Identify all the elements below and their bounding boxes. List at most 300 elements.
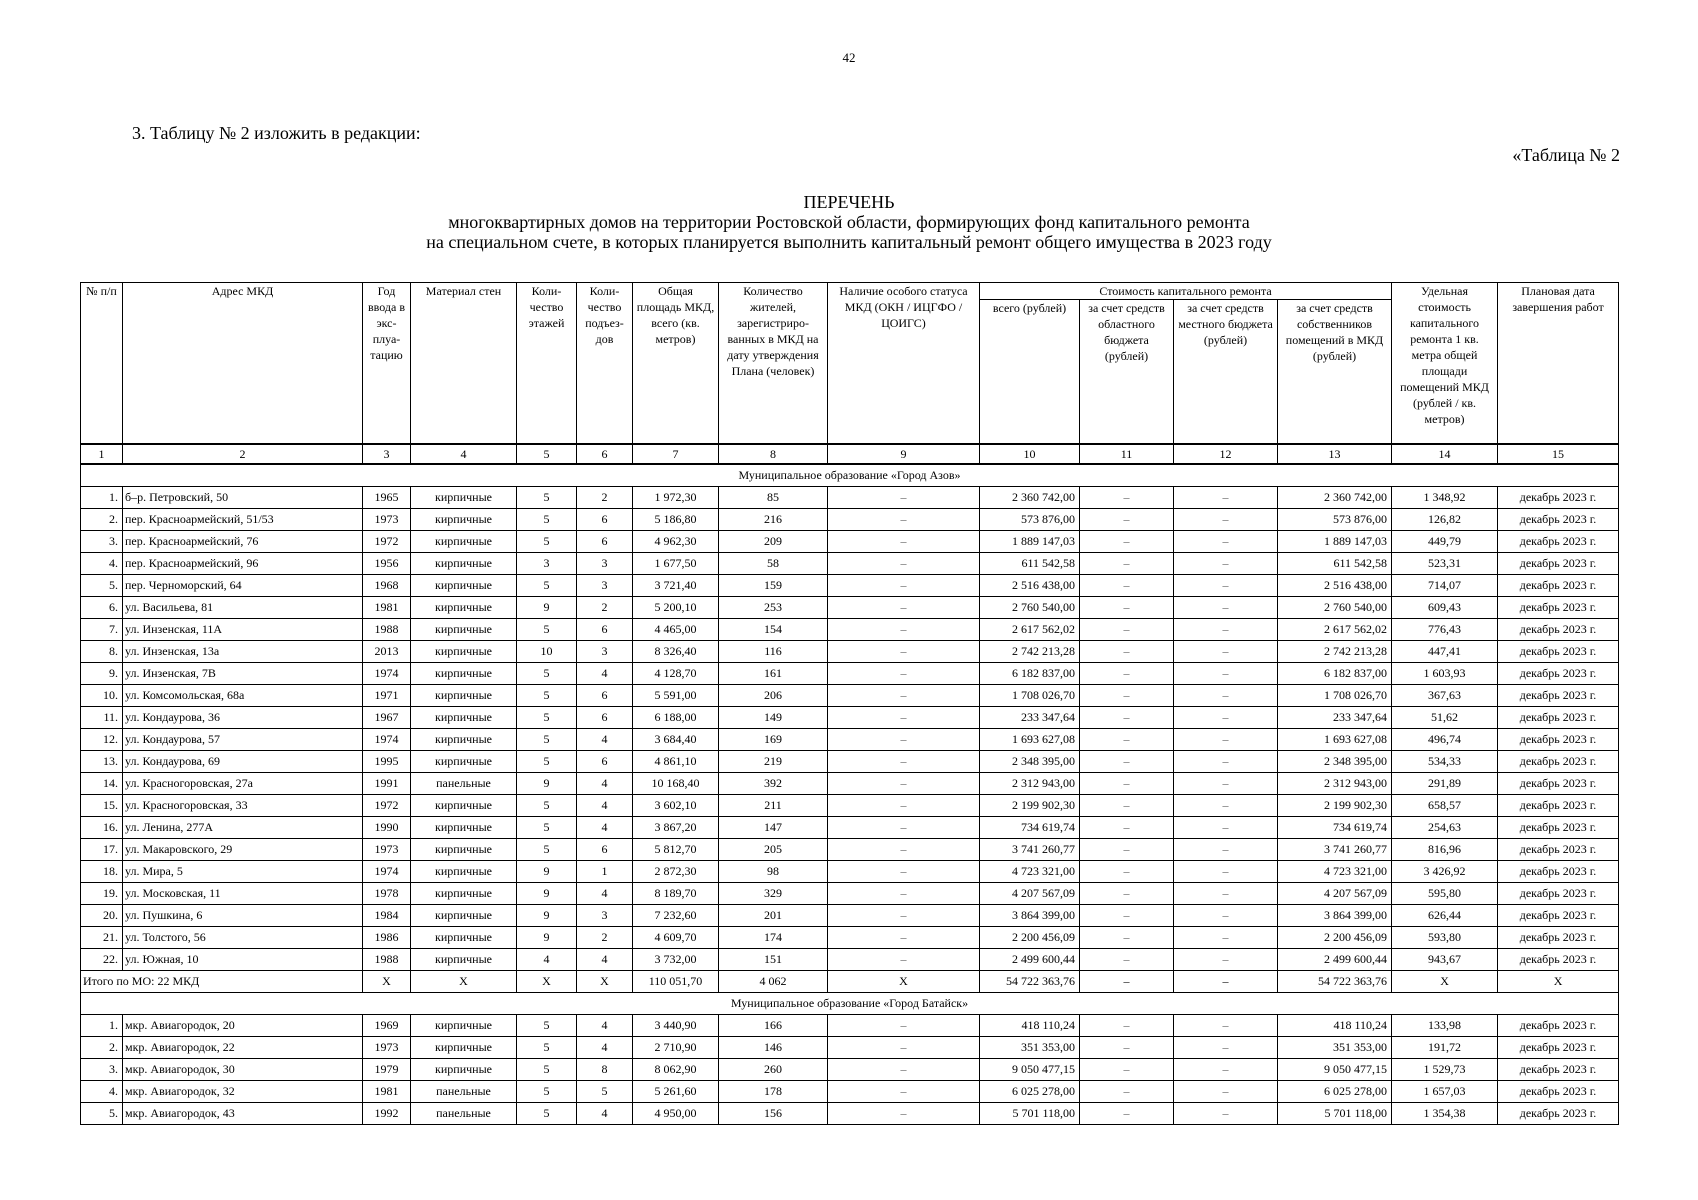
table-cell: 6 188,00 [633, 707, 719, 729]
table-cell: – [1080, 817, 1174, 839]
table-cell: 15. [81, 795, 123, 817]
table-cell: – [1174, 553, 1278, 575]
table-cell: 6 [577, 751, 633, 773]
total-cell: X [1498, 971, 1619, 993]
table-cell: 5 [517, 795, 577, 817]
table-cell: – [1080, 1059, 1174, 1081]
table-row [81, 773, 1619, 795]
table-cell: 611 542,58 [1278, 553, 1392, 575]
table-cell: – [828, 795, 980, 817]
table-cell: – [1174, 531, 1278, 553]
table-cell: 1 708 026,70 [980, 685, 1080, 707]
table-cell: 22. [81, 949, 123, 971]
table-cell: 5 [517, 509, 577, 531]
table-cell: кирпичные [411, 839, 517, 861]
total-cell: X [411, 971, 517, 993]
table-cell: – [1080, 949, 1174, 971]
table-cell: ул. Инзенская, 7В [123, 663, 363, 685]
header-cost-group: Стоимость капитального ремонта [980, 283, 1392, 300]
table-cell: 2 348 395,00 [1278, 751, 1392, 773]
table-cell: 1956 [363, 553, 411, 575]
table-cell: 1. [81, 1015, 123, 1037]
table-cell: 8. [81, 641, 123, 663]
table-cell: 8 [577, 1059, 633, 1081]
table-cell: 3 426,92 [1392, 861, 1498, 883]
header-material: Материал стен [411, 283, 517, 445]
table-cell: декабрь 2023 г. [1498, 751, 1619, 773]
table-cell: 418 110,24 [980, 1015, 1080, 1037]
table-cell: 4 [517, 949, 577, 971]
table-cell: 776,43 [1392, 619, 1498, 641]
table-cell: 329 [719, 883, 828, 905]
table-row [81, 553, 1619, 575]
table-cell: 2 199 902,30 [980, 795, 1080, 817]
table-cell: 3 864 399,00 [980, 905, 1080, 927]
table-cell: декабрь 2023 г. [1498, 773, 1619, 795]
buildings-table [80, 282, 1619, 1125]
table-cell: 1 677,50 [633, 553, 719, 575]
table-cell: 2 [577, 927, 633, 949]
table-cell: – [1174, 597, 1278, 619]
table-cell: декабрь 2023 г. [1498, 795, 1619, 817]
table-row [81, 641, 1619, 663]
table-cell: 3 [577, 553, 633, 575]
table-cell: 1973 [363, 1037, 411, 1059]
table-cell: декабрь 2023 г. [1498, 905, 1619, 927]
table-cell: декабрь 2023 г. [1498, 1103, 1619, 1125]
table-cell: 6. [81, 597, 123, 619]
table-cell: кирпичные [411, 729, 517, 751]
table-cell: 1978 [363, 883, 411, 905]
table-cell: – [1080, 1015, 1174, 1037]
table-cell: пер. Красноармейский, 96 [123, 553, 363, 575]
column-number: 14 [1392, 444, 1498, 464]
table-cell: кирпичные [411, 509, 517, 531]
total-row [81, 971, 1619, 993]
table-cell: 2 200 456,09 [980, 927, 1080, 949]
total-cell: – [1174, 971, 1278, 993]
table-cell: кирпичные [411, 1037, 517, 1059]
table-cell: 496,74 [1392, 729, 1498, 751]
table-cell: 2 617 562,02 [1278, 619, 1392, 641]
table-cell: – [1174, 905, 1278, 927]
title-line-3: на специальном счете, в которых планируется выполнить капитальный ремонт общего имущества в 2023 году [426, 232, 1272, 252]
table-row [81, 949, 1619, 971]
table-cell: ул. Васильева, 81 [123, 597, 363, 619]
table-cell: мкр. Авиагородок, 32 [123, 1081, 363, 1103]
table-cell: 5 [517, 619, 577, 641]
table-cell: декабрь 2023 г. [1498, 949, 1619, 971]
table-cell: 4 207 567,09 [1278, 883, 1392, 905]
table-cell: ул. Инзенская, 13а [123, 641, 363, 663]
table-cell: кирпичные [411, 949, 517, 971]
table-cell: – [828, 773, 980, 795]
table-cell: 9 050 477,15 [980, 1059, 1080, 1081]
table-cell: ул. Красногоровская, 33 [123, 795, 363, 817]
table-cell: 1 354,38 [1392, 1103, 1498, 1125]
table-cell: – [1080, 883, 1174, 905]
table-cell: 6 025 278,00 [1278, 1081, 1392, 1103]
table-cell: 216 [719, 509, 828, 531]
table-cell: декабрь 2023 г. [1498, 1059, 1619, 1081]
table-cell: – [1174, 1037, 1278, 1059]
table-cell: 1 529,73 [1392, 1059, 1498, 1081]
table-cell: 1 972,30 [633, 487, 719, 509]
table-cell: декабрь 2023 г. [1498, 729, 1619, 751]
table-cell: 3 741 260,77 [980, 839, 1080, 861]
table-cell: 351 353,00 [1278, 1037, 1392, 1059]
table-cell: 219 [719, 751, 828, 773]
table-cell: 2013 [363, 641, 411, 663]
table-cell: 211 [719, 795, 828, 817]
header-entrances: Коли-чество подъез-дов [577, 283, 633, 445]
column-number: 2 [123, 444, 363, 464]
table-cell: 58 [719, 553, 828, 575]
column-number-row [81, 444, 1619, 464]
table-cell: 5 [517, 707, 577, 729]
table-cell: 5 [517, 531, 577, 553]
table-cell: кирпичные [411, 553, 517, 575]
table-cell: кирпичные [411, 905, 517, 927]
table-cell: кирпичные [411, 883, 517, 905]
table-cell: – [1080, 641, 1174, 663]
table-cell: 2 760 540,00 [980, 597, 1080, 619]
column-number: 6 [577, 444, 633, 464]
table-cell: 5 [517, 663, 577, 685]
table-cell: б–р. Петровский, 50 [123, 487, 363, 509]
table-cell: 4 962,30 [633, 531, 719, 553]
table-cell: – [1080, 707, 1174, 729]
table-cell: 1 889 147,03 [1278, 531, 1392, 553]
table-cell: 943,67 [1392, 949, 1498, 971]
table-cell: мкр. Авиагородок, 20 [123, 1015, 363, 1037]
table-cell: ул. Московская, 11 [123, 883, 363, 905]
table-cell: 2 742 213,28 [1278, 641, 1392, 663]
table-cell: 6 [577, 707, 633, 729]
table-cell: декабрь 2023 г. [1498, 509, 1619, 531]
table-reference: «Таблица № 2 [1512, 145, 1620, 165]
table-cell: 133,98 [1392, 1015, 1498, 1037]
table-cell: панельные [411, 773, 517, 795]
table-cell: пер. Красноармейский, 76 [123, 531, 363, 553]
table-cell: – [1174, 839, 1278, 861]
table-cell: 1 889 147,03 [980, 531, 1080, 553]
table-cell: 2 617 562,02 [980, 619, 1080, 641]
table-cell: декабрь 2023 г. [1498, 685, 1619, 707]
table-cell: 13. [81, 751, 123, 773]
table-cell: мкр. Авиагородок, 22 [123, 1037, 363, 1059]
table-cell: – [1174, 861, 1278, 883]
table-cell: пер. Красноармейский, 51/53 [123, 509, 363, 531]
table-cell: 5 591,00 [633, 685, 719, 707]
table-cell: 6 [577, 509, 633, 531]
table-cell: 5 261,60 [633, 1081, 719, 1103]
section-header-row [81, 993, 1619, 1015]
table-row [81, 905, 1619, 927]
table-cell: ул. Южная, 10 [123, 949, 363, 971]
total-cell: X [363, 971, 411, 993]
table-cell: 3 684,40 [633, 729, 719, 751]
table-cell: – [1174, 795, 1278, 817]
table-cell: декабрь 2023 г. [1498, 1037, 1619, 1059]
table-cell: 2 360 742,00 [980, 487, 1080, 509]
table-cell: 2 710,90 [633, 1037, 719, 1059]
table-cell: 1965 [363, 487, 411, 509]
table-row [81, 795, 1619, 817]
column-number: 15 [1498, 444, 1619, 464]
table-cell: – [828, 509, 980, 531]
table-cell: 1968 [363, 575, 411, 597]
table-cell: кирпичные [411, 663, 517, 685]
table-cell: 1990 [363, 817, 411, 839]
table-row [81, 663, 1619, 685]
table-row [81, 883, 1619, 905]
table-cell: 2 348 395,00 [980, 751, 1080, 773]
table-cell: 4 207 567,09 [980, 883, 1080, 905]
table-cell: 4 [577, 729, 633, 751]
total-cell: X [517, 971, 577, 993]
table-cell: 3. [81, 1059, 123, 1081]
table-cell: 260 [719, 1059, 828, 1081]
table-cell: 3 [577, 905, 633, 927]
table-cell: декабрь 2023 г. [1498, 817, 1619, 839]
table-cell: 5 [517, 575, 577, 597]
table-cell: 367,63 [1392, 685, 1498, 707]
table-cell: 4 465,00 [633, 619, 719, 641]
table-cell: 1986 [363, 927, 411, 949]
table-cell: 1 [577, 861, 633, 883]
table-cell: 209 [719, 531, 828, 553]
column-number: 12 [1174, 444, 1278, 464]
table-row [81, 575, 1619, 597]
table-cell: 5 [517, 1081, 577, 1103]
table-cell: – [1080, 685, 1174, 707]
table-cell: – [828, 1015, 980, 1037]
table-cell: 149 [719, 707, 828, 729]
table-cell: декабрь 2023 г. [1498, 487, 1619, 509]
table-cell: 9 [517, 905, 577, 927]
table-row [81, 817, 1619, 839]
table-cell: 9 050 477,15 [1278, 1059, 1392, 1081]
table-cell: 734 619,74 [980, 817, 1080, 839]
table-cell: 6 182 837,00 [980, 663, 1080, 685]
table-cell: – [828, 619, 980, 641]
table-cell: – [828, 663, 980, 685]
table-cell: – [1174, 619, 1278, 641]
table-cell: 447,41 [1392, 641, 1498, 663]
table-cell: – [828, 1037, 980, 1059]
table-cell: 8 326,40 [633, 641, 719, 663]
table-cell: ул. Комсомольская, 68а [123, 685, 363, 707]
table-cell: – [828, 575, 980, 597]
table-cell: – [828, 1081, 980, 1103]
table-cell: 9 [517, 597, 577, 619]
table-cell: – [1174, 509, 1278, 531]
table-row [81, 597, 1619, 619]
table-cell: кирпичные [411, 861, 517, 883]
table-cell: – [1174, 927, 1278, 949]
table-row [81, 1059, 1619, 1081]
table-cell: 20. [81, 905, 123, 927]
table-cell: ул. Красногоровская, 27а [123, 773, 363, 795]
table-cell: 534,33 [1392, 751, 1498, 773]
table-cell: 1971 [363, 685, 411, 707]
table-cell: – [828, 729, 980, 751]
table-cell: ул. Инзенская, 11А [123, 619, 363, 641]
table-cell: 7 232,60 [633, 905, 719, 927]
table-cell: 2 312 943,00 [1278, 773, 1392, 795]
table-cell: – [1080, 509, 1174, 531]
table-cell: 573 876,00 [1278, 509, 1392, 531]
table-cell: 4 [577, 817, 633, 839]
table-cell: 10. [81, 685, 123, 707]
total-cell: X [577, 971, 633, 993]
table-cell: 191,72 [1392, 1037, 1498, 1059]
table-cell: 2 760 540,00 [1278, 597, 1392, 619]
table-cell: – [1174, 817, 1278, 839]
table-cell: 1972 [363, 795, 411, 817]
table-cell: – [828, 817, 980, 839]
total-cell: 4 062 [719, 971, 828, 993]
table-cell: 2 [577, 597, 633, 619]
table-cell: – [1080, 619, 1174, 641]
table-cell: – [828, 839, 980, 861]
table-header [81, 283, 1619, 465]
table-cell: 1992 [363, 1103, 411, 1125]
table-cell: – [828, 905, 980, 927]
table-row [81, 861, 1619, 883]
table-cell: – [1080, 861, 1174, 883]
total-cell: – [1080, 971, 1174, 993]
table-cell: 1 693 627,08 [980, 729, 1080, 751]
table-cell: 3 721,40 [633, 575, 719, 597]
table-cell: 291,89 [1392, 773, 1498, 795]
table-cell: 51,62 [1392, 707, 1498, 729]
column-number: 13 [1278, 444, 1392, 464]
table-cell: 9. [81, 663, 123, 685]
table-row [81, 729, 1619, 751]
table-cell: 18. [81, 861, 123, 883]
table-cell: – [1080, 751, 1174, 773]
table-cell: 4. [81, 553, 123, 575]
table-cell: 4 [577, 663, 633, 685]
table-cell: 1995 [363, 751, 411, 773]
table-cell: 5 701 118,00 [1278, 1103, 1392, 1125]
column-number: 9 [828, 444, 980, 464]
table-cell: – [1080, 553, 1174, 575]
table-cell: 5 [517, 729, 577, 751]
table-cell: 1972 [363, 531, 411, 553]
table-cell: – [828, 949, 980, 971]
table-cell: 233 347,64 [1278, 707, 1392, 729]
table-cell: 3 440,90 [633, 1015, 719, 1037]
column-number: 3 [363, 444, 411, 464]
table-cell: – [1080, 839, 1174, 861]
table-cell: 12. [81, 729, 123, 751]
table-cell: – [1080, 1103, 1174, 1125]
table-row [81, 619, 1619, 641]
table-cell: – [1174, 883, 1278, 905]
table-cell: декабрь 2023 г. [1498, 641, 1619, 663]
table-cell: – [1080, 487, 1174, 509]
table-cell: 201 [719, 905, 828, 927]
header-residents: Количество жителей, зарегистриро-ванных в МКД на дату утверждения Плана (человек) [719, 283, 828, 445]
total-cell: X [1392, 971, 1498, 993]
table-cell: 4 723 321,00 [980, 861, 1080, 883]
table-cell: кирпичные [411, 795, 517, 817]
table-cell: 2 516 438,00 [980, 575, 1080, 597]
table-cell: 206 [719, 685, 828, 707]
table-cell: 3 867,20 [633, 817, 719, 839]
table-cell: 16. [81, 817, 123, 839]
table-cell: 1969 [363, 1015, 411, 1037]
table-cell: 5 186,80 [633, 509, 719, 531]
table-cell: – [1080, 597, 1174, 619]
table-cell: кирпичные [411, 751, 517, 773]
table-cell: кирпичные [411, 575, 517, 597]
intro-text: 3. Таблицу № 2 изложить в редакции: [132, 123, 421, 143]
table-cell: кирпичные [411, 707, 517, 729]
table-cell: 6 [577, 685, 633, 707]
table-cell: декабрь 2023 г. [1498, 1081, 1619, 1103]
table-cell: – [1174, 1103, 1278, 1125]
table-cell: 4 950,00 [633, 1103, 719, 1125]
table-cell: 611 542,58 [980, 553, 1080, 575]
table-cell: 9 [517, 927, 577, 949]
table-cell: – [1174, 575, 1278, 597]
table-cell: 161 [719, 663, 828, 685]
table-cell: 2 742 213,28 [980, 641, 1080, 663]
table-cell: 5. [81, 575, 123, 597]
table-cell: 1991 [363, 773, 411, 795]
table-row [81, 839, 1619, 861]
table-cell: – [1174, 949, 1278, 971]
table-row [81, 1081, 1619, 1103]
table-cell: – [1174, 729, 1278, 751]
table-cell: 17. [81, 839, 123, 861]
table-cell: – [1080, 905, 1174, 927]
table-cell: – [828, 751, 980, 773]
table-cell: 156 [719, 1103, 828, 1125]
table-cell: 2 312 943,00 [980, 773, 1080, 795]
section-title: Муниципальное образование «Город Азов» [81, 464, 1619, 487]
table-cell: 4 609,70 [633, 927, 719, 949]
table-row [81, 751, 1619, 773]
table-cell: 9 [517, 861, 577, 883]
table-cell: 5. [81, 1103, 123, 1125]
table-cell: 85 [719, 487, 828, 509]
column-number: 5 [517, 444, 577, 464]
table-cell: панельные [411, 1103, 517, 1125]
table-cell: декабрь 2023 г. [1498, 663, 1619, 685]
table-cell: – [1174, 751, 1278, 773]
table-cell: 4 [577, 1015, 633, 1037]
table-cell: 11. [81, 707, 123, 729]
section-header-row [81, 464, 1619, 487]
header-status: Наличие особого статуса МКД (ОКН / ИЦГФО / ЦОИГС) [828, 283, 980, 445]
table-cell: 4 861,10 [633, 751, 719, 773]
table-cell: 233 347,64 [980, 707, 1080, 729]
table-cell: 151 [719, 949, 828, 971]
table-cell: 1 348,92 [1392, 487, 1498, 509]
table-cell: 1 657,03 [1392, 1081, 1498, 1103]
table-cell: пер. Черноморский, 64 [123, 575, 363, 597]
column-number: 1 [81, 444, 123, 464]
table-cell: 2 199 902,30 [1278, 795, 1392, 817]
table-cell: 126,82 [1392, 509, 1498, 531]
table-cell: – [1174, 773, 1278, 795]
table-cell: – [828, 707, 980, 729]
